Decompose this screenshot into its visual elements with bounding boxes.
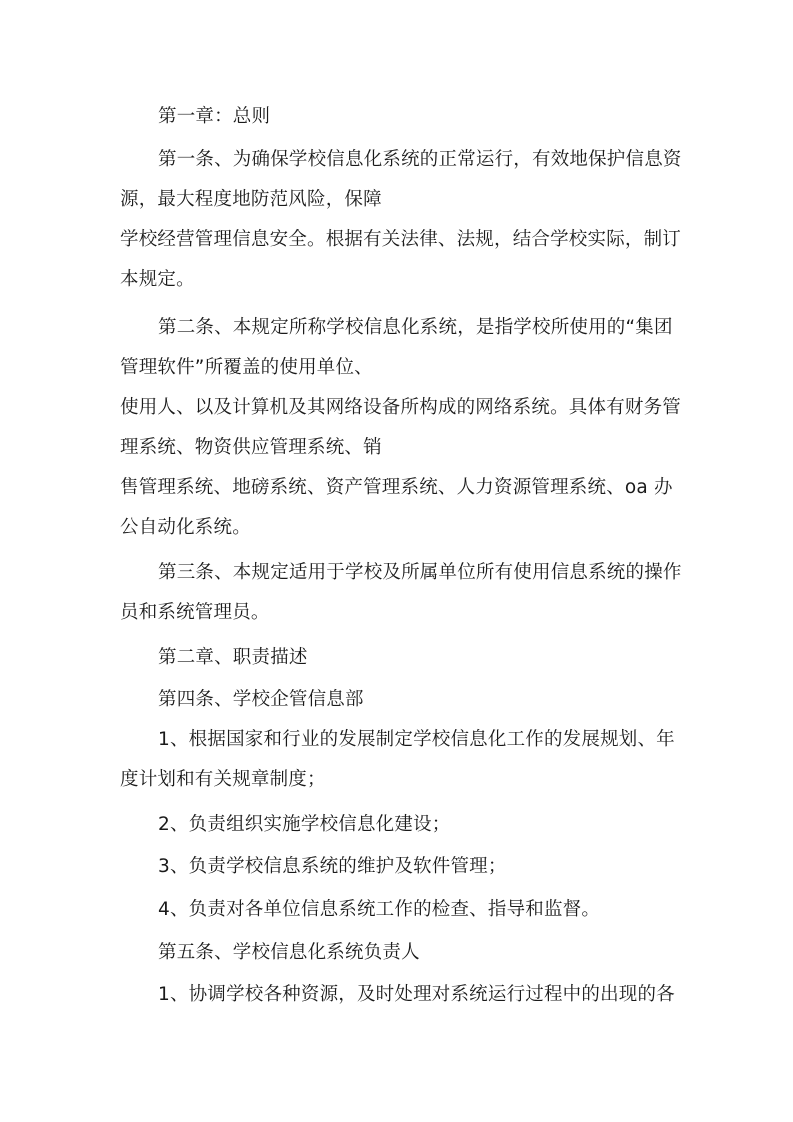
article-2-line-5: 售管理系统、地磅系统、资产管理系统、人力资源管理系统、oa 办 <box>120 477 673 498</box>
article-4-item-4: 4、负责对各单位信息系统工作的检查、指导和监督。 <box>158 899 601 920</box>
article-4-item-1-line-2: 度计划和有关规章制度； <box>120 769 326 790</box>
article-5-heading: 第五条、学校信息化系统负责人 <box>158 942 420 963</box>
article-2-line-4: 理系统、物资供应管理系统、销 <box>120 437 382 458</box>
article-3-line-1: 第三条、本规定适用于学校及所属单位所有使用信息系统的操作 <box>158 562 682 583</box>
chapter-1-heading: 第一章：总则 <box>158 106 271 127</box>
article-4-item-1-line-1: 1、根据国家和行业的发展制定学校信息化工作的发展规划、年 <box>158 729 675 750</box>
article-2-line-3: 使用人、以及计算机及其网络设备所构成的网络系统。具体有财务管 <box>120 397 682 418</box>
article-5-item-1-line-1: 1、协调学校各种资源，及时处理对系统运行过程中的出现的各 <box>158 984 675 1005</box>
article-4-item-3: 3、负责学校信息系统的维护及软件管理； <box>158 856 507 877</box>
article-1-line-3: 学校经营管理信息安全。根据有关法律、法规，结合学校实际，制订 <box>120 229 682 250</box>
article-4-heading: 第四条、学校企管信息部 <box>158 689 364 710</box>
article-3-line-2: 员和系统管理员。 <box>120 602 270 623</box>
article-2-line-1: 第二条、本规定所称学校信息化系统，是指学校所使用的“集团 <box>158 317 673 338</box>
article-2-line-2: 管理软件”所覆盖的使用单位、 <box>120 357 373 378</box>
article-1-line-4: 本规定。 <box>120 269 195 290</box>
article-2-line-6: 公自动化系统。 <box>120 517 251 538</box>
article-4-item-2: 2、负责组织实施学校信息化建设； <box>158 814 451 835</box>
article-1-line-1: 第一条、为确保学校信息化系统的正常运行，有效地保护信息资 <box>158 149 682 170</box>
chapter-2-heading: 第二章、职责描述 <box>158 647 308 668</box>
article-1-line-2: 源，最大程度地防范风险，保障 <box>120 189 382 210</box>
